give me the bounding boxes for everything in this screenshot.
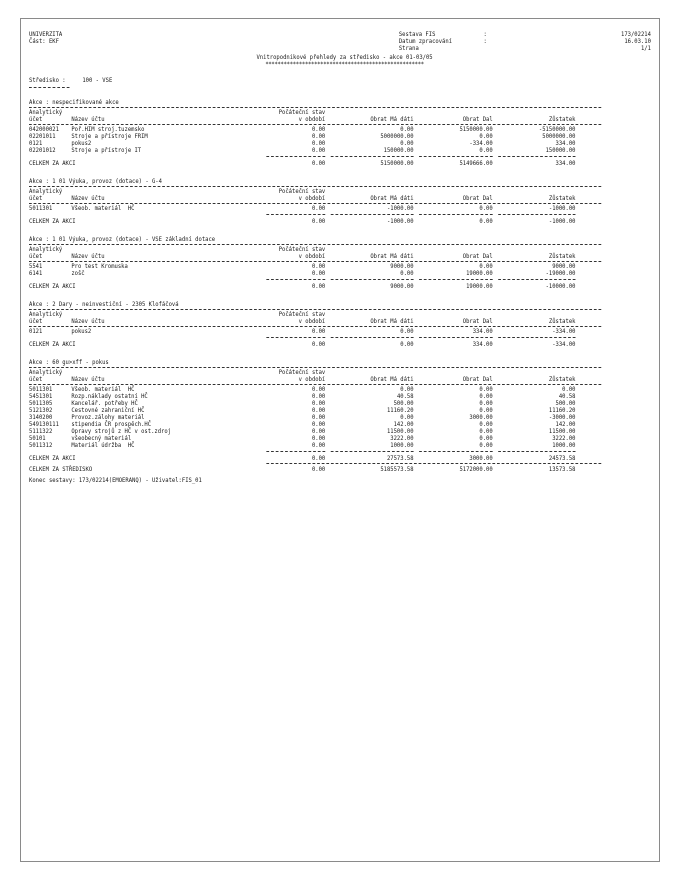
- total-zus: 334.00: [555, 160, 576, 167]
- cell-dal: [414, 246, 493, 253]
- cell-zus: Zůstatek: [548, 253, 576, 260]
- cell-dal: 5150000.00: [459, 126, 493, 133]
- cell-dal: 19000.00: [466, 270, 493, 277]
- cell-naz: Všeob. materiál HČ: [71, 205, 135, 212]
- cell-naz: Materiál údržba HČ: [71, 442, 135, 449]
- cell-zus: [493, 311, 576, 318]
- meta-colon: [483, 45, 498, 52]
- cell-ma: 0.00: [400, 386, 414, 393]
- cell-poc: 0.00: [311, 393, 326, 400]
- cell-ma: 40.58: [396, 393, 414, 400]
- total-ma: 9000.00: [390, 283, 414, 290]
- cell-naz: stipendia ČR prospěch.HČ: [71, 421, 152, 428]
- cell-dal: Obrat Dal: [462, 195, 493, 202]
- cell-ma: 11500.00: [386, 428, 414, 435]
- akce-title: Akce : 60 gu>xff - pokus: [29, 359, 109, 366]
- cell-ucet: 042000021: [29, 126, 59, 133]
- grand-total-rule: [266, 463, 601, 464]
- cell-ma: Obrat Má dáti: [370, 116, 414, 123]
- cell-naz: Rozp.náklady ostatní HČ: [71, 393, 148, 400]
- cell-naz: Opravy strojů z HČ v ost.zdroj: [71, 428, 172, 435]
- stredisko-label: Středisko :: [29, 77, 66, 84]
- sum-rule: [29, 154, 601, 158]
- cell-zus: 1000.00: [552, 442, 576, 449]
- cell-zus: -334.00: [552, 328, 576, 335]
- total-dal: 0.00: [479, 218, 493, 225]
- cell-poc: 0.00: [311, 435, 326, 442]
- cell-naz: [71, 311, 261, 318]
- cell-dal: Obrat Dal: [462, 253, 493, 260]
- table-row: [29, 435, 601, 442]
- akce-title: Akce : nespecifikované akce: [29, 99, 119, 106]
- cell-zus: Zůstatek: [548, 376, 576, 383]
- cell-zus: 150000.00: [545, 147, 576, 154]
- cell-zus: Zůstatek: [548, 318, 576, 325]
- meta-1: [399, 38, 651, 45]
- cell-poc: 0.00: [311, 140, 326, 147]
- cell-ma: Obrat Má dáti: [370, 376, 414, 383]
- cell-naz: [71, 109, 261, 116]
- table-row: [29, 393, 601, 400]
- section-rule: [29, 186, 601, 187]
- cell-naz: pokus2: [71, 140, 92, 147]
- total-ma: 5150000.00: [380, 160, 414, 167]
- cell-ucet: 549130111: [29, 421, 59, 428]
- column-header-2: [29, 195, 601, 202]
- cell-dal: 0.00: [479, 421, 493, 428]
- cell-ucet: Analytický: [29, 369, 63, 376]
- cell-ma: 0.00: [400, 328, 414, 335]
- cell-dal: 0.00: [479, 386, 493, 393]
- cell-zus: -5150000.00: [538, 126, 576, 133]
- table-row: [29, 428, 601, 435]
- total-dal: 5149666.00: [459, 160, 493, 167]
- cell-ma: 3222.00: [390, 435, 414, 442]
- cell-ma: 11160.20: [386, 407, 414, 414]
- cell-ucet: Analytický: [29, 246, 63, 253]
- grand-total-row: [29, 466, 601, 473]
- sum-rule: [29, 449, 601, 453]
- cell-naz: Název účtu: [71, 253, 105, 260]
- total-label: CELKEM ZA AKCI: [29, 341, 76, 348]
- column-header-1: [29, 369, 601, 376]
- table-row: [29, 328, 601, 335]
- cell-poc: 0.00: [311, 386, 326, 393]
- sections: [29, 99, 601, 462]
- header-rule: [29, 203, 601, 204]
- total-label: CELKEM ZA AKCI: [29, 218, 76, 225]
- stredisko-underline: [29, 84, 69, 88]
- cell-zus: 5000000.00: [542, 133, 576, 140]
- akce-section: [29, 236, 601, 290]
- cell-naz: Stroje a přístroje IT: [71, 147, 142, 154]
- cell-poc: 0.00: [311, 421, 326, 428]
- cell-poc: Počáteční stav: [278, 369, 326, 376]
- cell-poc: 0.00: [311, 442, 326, 449]
- cell-ucet: 0121: [29, 140, 43, 147]
- column-header-1: [29, 188, 601, 195]
- cell-ma: [325, 246, 413, 253]
- section-rule: [29, 107, 601, 108]
- total-ma: 0.00: [400, 341, 414, 348]
- cell-naz: Cestovné zahraniční HČ: [71, 407, 145, 414]
- grand-total-poc: 0.00: [311, 466, 326, 473]
- meta-colon: :: [483, 31, 487, 38]
- cell-dal: [414, 188, 493, 195]
- cell-ma: Obrat Má dáti: [370, 253, 414, 260]
- total-poc: 0.00: [311, 341, 326, 348]
- cell-ucet: 5121302: [29, 407, 53, 414]
- header-meta: [399, 31, 651, 52]
- meta-colon: :: [483, 38, 487, 45]
- cell-ma: [325, 109, 413, 116]
- cell-dal: 0.00: [479, 147, 493, 154]
- cell-poc: 0.00: [311, 328, 326, 335]
- table-row: [29, 147, 601, 154]
- akce-section: [29, 178, 601, 225]
- grand-total-zus: 13573.58: [548, 466, 576, 473]
- cell-dal: [414, 311, 493, 318]
- cell-zus: Zůstatek: [548, 195, 576, 202]
- cell-dal: 3000.00: [469, 414, 493, 421]
- header-rule: [29, 326, 601, 327]
- cell-naz: [71, 188, 261, 195]
- cell-poc: 0.00: [311, 428, 326, 435]
- cell-dal: [414, 109, 493, 116]
- column-header-1: [29, 311, 601, 318]
- header-rule: [29, 384, 601, 385]
- akce-section: [29, 99, 601, 167]
- cell-zus: 334.00: [555, 140, 576, 147]
- header-rule: [29, 261, 601, 262]
- cell-zus: [493, 109, 576, 116]
- cell-poc: 0.00: [311, 126, 326, 133]
- cell-dal: Obrat Dal: [462, 376, 493, 383]
- cell-ucet: 0121: [29, 328, 43, 335]
- cell-poc: v období: [298, 253, 326, 260]
- cell-poc: Počáteční stav: [278, 188, 326, 195]
- cell-poc: 0.00: [311, 270, 326, 277]
- cell-poc: 0.00: [311, 205, 326, 212]
- cell-ucet: 5111322: [29, 428, 53, 435]
- cell-poc: v období: [298, 195, 326, 202]
- cell-ucet: účet: [29, 253, 43, 260]
- cell-naz: pokus2: [71, 328, 92, 335]
- cell-poc: Počáteční stav: [278, 311, 326, 318]
- total-zus: -10000.00: [545, 283, 576, 290]
- sum-rule: [29, 277, 601, 281]
- cell-dal: -334.00: [469, 140, 493, 147]
- cell-ma: 0.00: [400, 126, 414, 133]
- section-total-row: [29, 341, 601, 348]
- akce-section: [29, 359, 601, 462]
- section-rule: [29, 367, 601, 368]
- total-zus: 24573.58: [548, 455, 576, 462]
- section-total-row: [29, 283, 601, 290]
- meta-value: 16.03.10: [624, 38, 651, 45]
- total-ma: -1000.00: [386, 218, 414, 225]
- akce-title: Akce : 1 01 Výuka, provoz (dotace) - G-4: [29, 178, 162, 185]
- cell-ucet: 02201011: [29, 133, 56, 140]
- total-zus: -334.00: [552, 341, 576, 348]
- table-row: [29, 126, 601, 133]
- cell-ma: 0.00: [400, 414, 414, 421]
- cell-ma: 9000.00: [390, 263, 414, 270]
- table-row: [29, 270, 601, 277]
- cell-zus: 142.00: [555, 421, 576, 428]
- cell-poc: 0.00: [311, 147, 326, 154]
- header-left: [29, 31, 62, 45]
- cell-poc: 0.00: [311, 400, 326, 407]
- table-row: [29, 421, 601, 428]
- report-footer: Konec sestavy: 173/02214(EMOERANQ) - Uživatel:FIS_01: [29, 477, 202, 484]
- total-poc: 0.00: [311, 218, 326, 225]
- cell-dal: [414, 369, 493, 376]
- total-poc: 0.00: [311, 160, 326, 167]
- meta-0: [399, 31, 651, 38]
- cell-ucet: 5011312: [29, 442, 53, 449]
- cell-ma: [325, 311, 413, 318]
- report-title: Vnitropodnikové přehledy za středisko - akce 01-03/05: [256, 54, 433, 61]
- cell-ucet: 5541: [29, 263, 43, 270]
- cell-dal: 0.00: [479, 442, 493, 449]
- sum-rule: [29, 335, 601, 339]
- total-dal: 334.00: [472, 341, 493, 348]
- cell-ma: 142.00: [393, 421, 414, 428]
- cell-poc: v období: [298, 376, 326, 383]
- cell-naz: Pro test Kromuska: [71, 263, 128, 270]
- stredisko-line: [29, 77, 601, 84]
- cell-ucet: účet: [29, 195, 43, 202]
- cell-zus: -3000.00: [548, 414, 576, 421]
- cell-zus: Zůstatek: [548, 116, 576, 123]
- cell-ucet: 6141: [29, 270, 43, 277]
- grand-total-dal: 5172000.00: [459, 466, 493, 473]
- table-row: [29, 414, 601, 421]
- meta-label: Sestava FIS: [398, 31, 436, 38]
- cell-ucet: 5011301: [29, 386, 53, 393]
- table-row: [29, 442, 601, 449]
- cell-zus: 9000.00: [552, 263, 576, 270]
- cell-naz: [71, 246, 261, 253]
- meta-value: 1/1: [640, 45, 651, 52]
- column-header-2: [29, 376, 601, 383]
- cell-dal: Obrat Dal: [462, 116, 493, 123]
- cell-naz: Kancelář. potřeby HČ: [71, 400, 138, 407]
- cell-dal: 0.00: [479, 435, 493, 442]
- section-total-row: [29, 160, 601, 167]
- stredisko-value: 100 - VSE: [82, 77, 113, 84]
- total-dal: 3000.00: [469, 455, 493, 462]
- section-total-row: [29, 218, 601, 225]
- cell-zus: -1000.00: [548, 205, 576, 212]
- cell-dal: Obrat Dal: [462, 318, 493, 325]
- cell-zus: 11160.20: [548, 407, 576, 414]
- cell-naz: Název účtu: [71, 116, 105, 123]
- cell-zus: -19000.00: [545, 270, 576, 277]
- total-poc: 0.00: [311, 283, 326, 290]
- cell-dal: 0.00: [479, 133, 493, 140]
- report-header: [29, 31, 651, 52]
- cell-poc: 0.00: [311, 263, 326, 270]
- cell-zus: [493, 188, 576, 195]
- meta-value: 173/02214: [621, 31, 651, 38]
- cell-naz: Všeob. materiál HČ: [71, 386, 135, 393]
- org-name: UNIVERZITA: [29, 31, 63, 38]
- column-header-1: [29, 246, 601, 253]
- cell-naz: Název účtu: [71, 318, 105, 325]
- table-row: [29, 133, 601, 140]
- cell-dal: 0.00: [479, 393, 493, 400]
- cell-ma: [325, 188, 413, 195]
- akce-title: Akce : 1 01 Výuka, provoz (dotace) - VSE základní dotace: [29, 236, 216, 243]
- cell-dal: 0.00: [479, 263, 493, 270]
- cell-ucet: 50101: [29, 435, 46, 442]
- section-rule: [29, 244, 601, 245]
- cell-ma: [325, 369, 413, 376]
- table-row: [29, 400, 601, 407]
- cell-ucet: Analytický: [29, 109, 63, 116]
- cell-zus: 0.00: [562, 386, 576, 393]
- cell-dal: 334.00: [472, 328, 493, 335]
- section-total-row: [29, 455, 601, 462]
- cell-poc: Počáteční stav: [278, 246, 326, 253]
- cell-zus: [493, 246, 576, 253]
- header-rule: [29, 124, 601, 125]
- cell-poc: 0.00: [311, 133, 326, 140]
- cell-dal: 0.00: [479, 400, 493, 407]
- cell-naz: Název účtu: [71, 376, 105, 383]
- cell-poc: v období: [298, 318, 326, 325]
- total-zus: -1000.00: [548, 218, 576, 225]
- cell-ucet: 3140200: [29, 414, 53, 421]
- cell-ucet: účet: [29, 318, 43, 325]
- cell-zus: 11500.00: [548, 428, 576, 435]
- total-ma: 27573.58: [386, 455, 414, 462]
- column-header-2: [29, 116, 601, 123]
- cell-naz: Stroje a přístroje FRIM: [71, 133, 148, 140]
- akce-section: [29, 301, 601, 348]
- cell-dal: 0.00: [479, 205, 493, 212]
- table-row: [29, 263, 601, 270]
- table-row: [29, 140, 601, 147]
- cell-poc: v období: [298, 116, 326, 123]
- cell-ucet: účet: [29, 376, 43, 383]
- meta-2: [399, 45, 651, 52]
- report-page: [20, 18, 660, 862]
- cell-ucet: 5451301: [29, 393, 53, 400]
- cell-ucet: Analytický: [29, 188, 63, 195]
- cell-naz: Poř.HIM stroj.tuzemsko: [71, 126, 145, 133]
- cell-ucet: 5011305: [29, 400, 53, 407]
- cell-naz: všeobecný materiál: [71, 435, 132, 442]
- table-row: [29, 205, 601, 212]
- total-dal: 19000.00: [466, 283, 493, 290]
- cell-ma: 0.00: [400, 270, 414, 277]
- cell-ma: 500.00: [393, 400, 414, 407]
- grand-total-label: CELKEM ZA STŘEDISKO: [29, 466, 93, 473]
- section-rule: [29, 309, 601, 310]
- cell-zus: [493, 369, 576, 376]
- title-underline: ****************************************************: [265, 61, 424, 68]
- total-poc: 0.00: [311, 455, 326, 462]
- meta-label: Strana: [398, 45, 419, 52]
- cell-ma: 150000.00: [383, 147, 414, 154]
- cell-poc: 0.00: [311, 414, 326, 421]
- cell-ma: -1000.00: [386, 205, 414, 212]
- cell-ma: 5000000.00: [380, 133, 414, 140]
- total-label: CELKEM ZA AKCI: [29, 160, 76, 167]
- meta-label: Datum zpracování: [398, 38, 453, 45]
- column-header-2: [29, 318, 601, 325]
- cell-ma: Obrat Má dáti: [370, 195, 414, 202]
- cell-ma: 1000.00: [390, 442, 414, 449]
- cell-naz: Název účtu: [71, 195, 105, 202]
- cell-ma: 0.00: [400, 140, 414, 147]
- report-body: [29, 31, 651, 484]
- cell-ucet: 5011301: [29, 205, 53, 212]
- cell-ucet: účet: [29, 116, 43, 123]
- cell-poc: Počáteční stav: [278, 109, 326, 116]
- column-header-1: [29, 109, 601, 116]
- cell-naz: zošč: [71, 270, 85, 277]
- cell-zus: 40.58: [558, 393, 576, 400]
- total-label: CELKEM ZA AKCI: [29, 455, 76, 462]
- cell-dal: 0.00: [479, 428, 493, 435]
- table-row: [29, 386, 601, 393]
- sum-rule: [29, 212, 601, 216]
- grand-total-ma: 5185573.58: [380, 466, 414, 473]
- cell-ma: Obrat Má dáti: [370, 318, 414, 325]
- org-part: Část: EKF: [29, 38, 59, 45]
- cell-poc: 0.00: [311, 407, 326, 414]
- cell-naz: Provoz.zálohy materiál: [71, 414, 145, 421]
- cell-zus: 3222.00: [552, 435, 576, 442]
- cell-dal: 0.00: [479, 407, 493, 414]
- akce-title: Akce : 2 Dary - neinvestiční - 2305 Klofáčová: [29, 301, 179, 308]
- column-header-2: [29, 253, 601, 260]
- cell-ucet: Analytický: [29, 311, 63, 318]
- table-row: [29, 407, 601, 414]
- cell-naz: [71, 369, 261, 376]
- total-label: CELKEM ZA AKCI: [29, 283, 76, 290]
- cell-zus: 500.00: [555, 400, 576, 407]
- cell-ucet: 02201012: [29, 147, 56, 154]
